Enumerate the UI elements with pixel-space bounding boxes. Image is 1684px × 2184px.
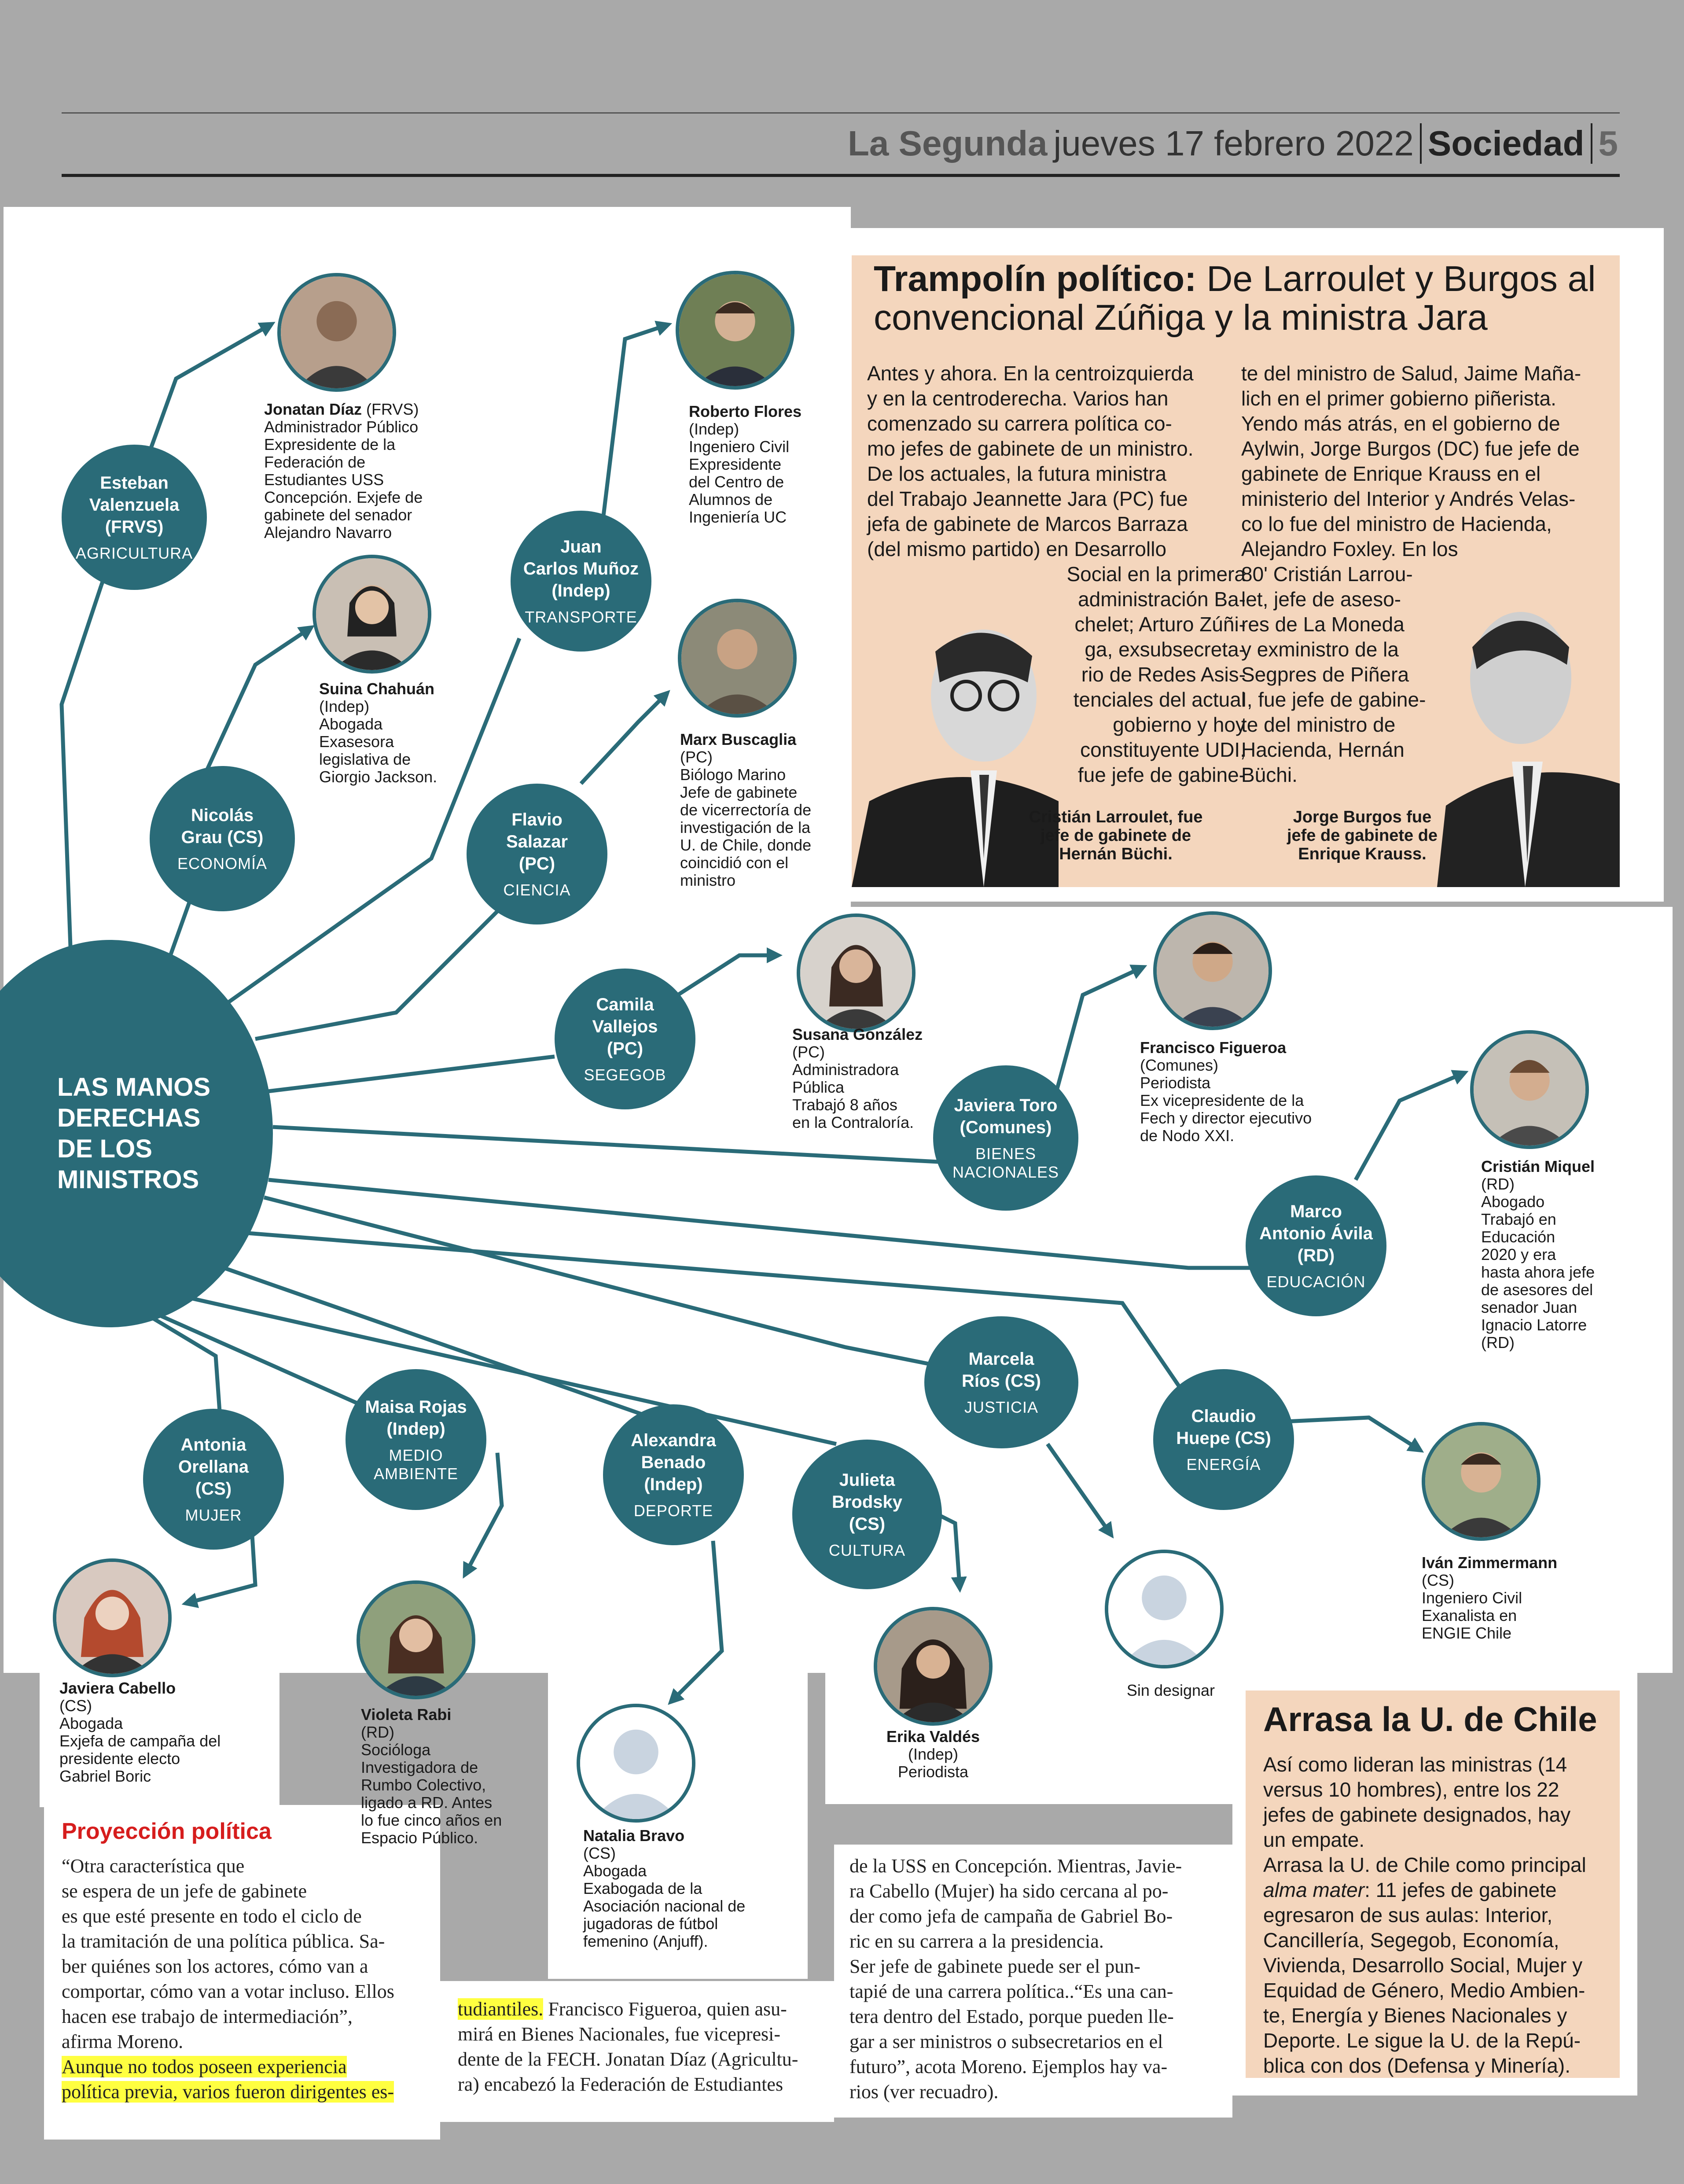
- person-natalia-bravo: [583, 1827, 803, 1950]
- person-details: (RD) Socióloga Investigadora de Rumbo Colectivo, ligado a RD. Antes lo fue cinco años en Espacio Público.: [361, 1723, 502, 1847]
- article-col2: [458, 1996, 836, 2097]
- trampolin-box: [852, 255, 1620, 887]
- photo-roberto-flores: [676, 271, 794, 390]
- minister-name: Antonia Orellana (CS): [178, 1435, 249, 1499]
- ministry-name: ECONOMÍA: [177, 854, 267, 873]
- photo-cristian-miquel: [1470, 1030, 1589, 1149]
- person-name: Francisco Figueroa: [1140, 1039, 1287, 1057]
- photo-susana-gonzalez: [797, 913, 916, 1032]
- minister-name: Maisa Rojas (Indep): [365, 1397, 467, 1439]
- person-details: (CS) Abogada Exjefa de campaña del presidente electo Gabriel Boric: [59, 1697, 221, 1785]
- person-details: (FRVS) Administrador Público Expresidente de la Federación de Estudiantes USS Concepción. Exjefe de gabinete del senador Alejandro Navarro: [264, 400, 423, 541]
- minister-bubble-educacion: [1246, 1175, 1386, 1316]
- minister-name: Julieta Brodsky (CS): [831, 1470, 903, 1534]
- photo-francisco-figueroa: [1153, 911, 1272, 1030]
- person-details: (CS) Abogada Exabogada de la Asociación nacional de jugadoras de fútbol femenino (Anjuff).: [583, 1844, 746, 1950]
- minister-bubble-medio-ambiente: [346, 1369, 486, 1510]
- section-name: Sociedad: [1420, 123, 1585, 164]
- ministry-name: BIENES NACIONALES: [952, 1145, 1059, 1181]
- person-name: Jonatan Díaz: [264, 400, 362, 418]
- minister-name: Nicolás Grau (CS): [181, 806, 264, 847]
- trampolin-title-rest: De Larroulet y Burgos al convencional Zúñiga y la ministra Jara: [874, 259, 1596, 338]
- person-marx-buscaglia: [680, 731, 847, 889]
- minister-bubble-transporte: [511, 511, 651, 652]
- trampolin-title-bold: Trampolín político:: [874, 259, 1197, 299]
- person-erika-valdes: [876, 1728, 990, 1781]
- person-susana-gonzalez: [792, 1026, 942, 1131]
- photo-sin-designar-placeholder: [1105, 1550, 1224, 1668]
- trampolin-col2-bottom: 80' Cristián Larrou- let, jefe de aseso- res de La Moneda y exministro de la Segpres de Piñera I, fue jefe de gabine- te del ministro de Hacienda, Hernán Büchi.: [1241, 563, 1426, 786]
- ministry-name: DEPORTE: [633, 1502, 713, 1520]
- trampolin-col1-top: Antes y ahora. En la centroizquierda y en la centroderecha. Varios han comenzado su carrera política co- mo jefes de gabinete de un ministro. De los actuales, la futura ministra del Trabajo Jeannette Jara (PC) fue jefa de gabinete de Marcos Barraza (del mismo partido) en Desarrollo: [867, 362, 1194, 560]
- ministry-name: ENERGÍA: [1186, 1455, 1261, 1473]
- photo-violeta-rabi: [357, 1580, 475, 1699]
- photo-jorge-burgos: [1437, 577, 1620, 887]
- article-col1-highlight: Aunque no todos poseen experiencia política previa, varios fueron dirigentes es-: [62, 2056, 394, 2103]
- person-name: Erika Valdés: [886, 1727, 980, 1746]
- minister-name: Camila Vallejos (PC): [592, 995, 658, 1058]
- photo-javiera-cabello: [53, 1558, 172, 1677]
- ministry-name: MUJER: [185, 1506, 242, 1524]
- minister-name: Marco Antonio Ávila (RD): [1259, 1202, 1373, 1265]
- minister-bubble-deporte: [603, 1404, 744, 1545]
- caption-burgos: Jorge Burgos fue jefe de gabinete de Enrique Krauss.: [1287, 808, 1438, 863]
- minister-bubble-ciencia: [467, 784, 607, 924]
- minister-bubble-agricultura: [62, 445, 207, 590]
- person-name: Iván Zimmermann: [1422, 1554, 1558, 1572]
- minister-bubble-mujer: [143, 1409, 284, 1550]
- person-name: Roberto Flores: [689, 402, 802, 420]
- person-name: Marx Buscaglia: [680, 730, 797, 748]
- photo-erika-valdes: [874, 1607, 993, 1726]
- minister-name: Claudio Huepe (CS): [1176, 1407, 1271, 1448]
- person-suina-chahuan: [319, 680, 486, 786]
- person-details: Sin designar: [1126, 1681, 1215, 1699]
- arrasa-body-post: : 11 jefes de gabinete egresaron de sus aulas: Interior, Cancillería, Segegob, Economía, Vivienda, Desarrollo Social, Mujer y Equidad de Género, Medio Ambien- te, Energía y Bienes Nacionales y Deporte. Le sigue la U. de la Repú- blica con dos (Defensa y Minería).: [1263, 1878, 1585, 2077]
- ministry-name: CIENCIA: [503, 881, 571, 899]
- newspaper-brand: La Segunda: [848, 124, 1048, 163]
- trampolin-title: [874, 260, 1613, 337]
- person-jonatan-diaz: [264, 401, 458, 541]
- ministry-name: EDUCACIÓN: [1266, 1273, 1366, 1291]
- arrasa-box: [1246, 1690, 1620, 2078]
- arrasa-body-pre: Así como lideran las ministras (14 versus 10 hombres), entre los 22 jefes de gabinete designados, hay un empate. Arrasa la U. de Chile como principal: [1263, 1753, 1586, 1876]
- arrasa-title: Arrasa la U. de Chile: [1263, 1700, 1597, 1738]
- article-col2-highlight: tudiantiles.: [458, 1998, 544, 2020]
- minister-bubble-segegob: [555, 969, 695, 1109]
- minister-name: Javiera Toro (Comunes): [954, 1096, 1058, 1137]
- person-details: (RD) Abogado Trabajó en Educación 2020 y era hasta ahora jefe de asesores del senador Juan Ignacio Latorre (RD): [1481, 1175, 1595, 1352]
- trampolin-col2-top: te del ministro de Salud, Jaime Maña- lich en el primer gobierno piñerista. Yendo más atrás, en el gobierno de Aylwin, Jorge Burgos (DC) fue jefe de gabinete de Enrique Krauss en el ministerio del Interior y Andrés Velas- co lo fue del ministro de Hacienda, Alejandro Foxley. En los: [1241, 362, 1581, 560]
- person-details: (Indep) Ingeniero Civil Expresidente del Centro de Alumnos de Ingeniería UC: [689, 420, 790, 526]
- minister-name: Esteban Valenzuela (FRVS): [89, 473, 180, 537]
- person-ivan-zimmermann: [1422, 1554, 1607, 1642]
- person-name: Susana González: [792, 1025, 923, 1043]
- ministry-name: JUSTICIA: [964, 1398, 1038, 1416]
- person-violeta-rabi: [361, 1706, 541, 1847]
- person-name: Suina Chahuán: [319, 680, 435, 698]
- minister-bubble-energia: [1153, 1369, 1294, 1510]
- minister-bubble-bienes-nacionales: [933, 1065, 1078, 1211]
- minister-name: Juan Carlos Muñoz (Indep): [523, 537, 639, 600]
- ministry-name: AGRICULTURA: [75, 544, 193, 562]
- minister-name: Alexandra Benado (Indep): [631, 1431, 716, 1494]
- person-details: (PC) Biólogo Marino Jefe de gabinete de vicerrectoría de investigación de la U. de Chile, donde coincidió con el ministro: [680, 748, 812, 889]
- photo-natalia-bravo-placeholder: [577, 1704, 695, 1823]
- person-francisco-figueroa: [1140, 1039, 1338, 1145]
- page-number: 5: [1591, 123, 1618, 164]
- minister-name: Flavio Salazar (PC): [506, 810, 568, 873]
- article-kicker: Proyección política: [62, 1819, 272, 1844]
- trampolin-col1-bottom: Social en la primera administración Ba- chelet; Arturo Zúñi- ga, exsubsecreta- rio de Redes Asis- tenciales del actual gobierno y hoy constituyente UDI, fue jefe de gabine-: [1066, 563, 1246, 786]
- minister-bubble-economia: [150, 766, 295, 911]
- ministry-name: MEDIO AMBIENTE: [373, 1446, 459, 1483]
- photo-jonatan-diaz: [277, 273, 396, 392]
- photo-ivan-zimmermann: [1422, 1422, 1541, 1541]
- photo-marx-buscaglia: [678, 599, 797, 718]
- person-details: (Comunes) Periodista Ex vicepresidente de la Fech y director ejecutivo de Nodo XXI.: [1140, 1056, 1312, 1145]
- issue-date: jueves 17 febrero 2022: [1053, 124, 1414, 163]
- person-roberto-flores: [689, 403, 834, 526]
- person-details: (Indep) Abogada Exasesora legislativa de Giorgio Jackson.: [319, 697, 438, 786]
- caption-larroulet: Cristián Larroulet, fue jefe de gabinete de Hernán Büchi.: [1029, 808, 1203, 863]
- person-name: Violeta Rabi: [361, 1705, 452, 1724]
- arrasa-body: [1263, 1752, 1611, 2078]
- article-col1: [62, 1853, 440, 2104]
- minister-name: Marcela Ríos (CS): [962, 1349, 1041, 1391]
- person-details: (CS) Ingeniero Civil Exanalista en ENGIE Chile: [1422, 1571, 1522, 1642]
- article-col2-text: Francisco Figueroa, quien asu- mirá en Bienes Nacionales, fue vicepresi- dente de la FECH. Jonatan Díaz (Agricultu- ra) encabezó la Federación de Estudiantes: [458, 1998, 798, 2095]
- person-name: Cristián Miquel: [1481, 1157, 1595, 1175]
- article-col3: de la USS en Concepción. Mientras, Javie- ra Cabello (Mujer) ha sido cercana al po- der como jefa de campaña de Gabriel Bo- ric en su carrera a la presidencia. Ser jefe de gabinete puede ser el pun- tapié de una carrera política..“Es una can- tera dentro del Estado, porque pueden lle- gar a ser ministros o subsecretarios en el futuro”, acota Moreno. Ejemplos hay va- rios (ver recuadro).: [849, 1855, 1182, 2103]
- person-details: (PC) Administradora Pública Trabajó 8 años en la Contraloría.: [792, 1043, 914, 1131]
- person-javiera-cabello: [59, 1679, 266, 1785]
- ministry-name: CULTURA: [828, 1541, 906, 1559]
- hub-title: LAS MANOS DERECHAS DE LOS MINISTROS: [57, 1073, 210, 1194]
- photo-suina-chahuan: [313, 555, 431, 674]
- person-name: Javiera Cabello: [59, 1679, 176, 1697]
- ministry-name: TRANSPORTE: [525, 608, 637, 626]
- ministry-name: SEGEGOB: [584, 1066, 666, 1084]
- article-col1-text: “Otra característica que se espera de un jefe de gabinete es que esté presente en todo el ciclo de la tramitación de una política pública. Sa- ber quiénes son los actores, cómo van a comportar, cómo van a votar incluso. Ellos hacen ese trabajo de intermediación”, afirma Moreno.: [62, 1855, 394, 2052]
- person-name: Natalia Bravo: [583, 1827, 685, 1845]
- person-sin-designar: [1114, 1682, 1228, 1699]
- person-cristian-miquel: [1481, 1158, 1626, 1352]
- minister-bubble-cultura: [792, 1440, 942, 1589]
- arrasa-body-italic: alma mater: [1263, 1878, 1365, 1901]
- minister-bubble-justicia: [924, 1316, 1078, 1448]
- person-details: (Indep) Periodista: [897, 1745, 969, 1781]
